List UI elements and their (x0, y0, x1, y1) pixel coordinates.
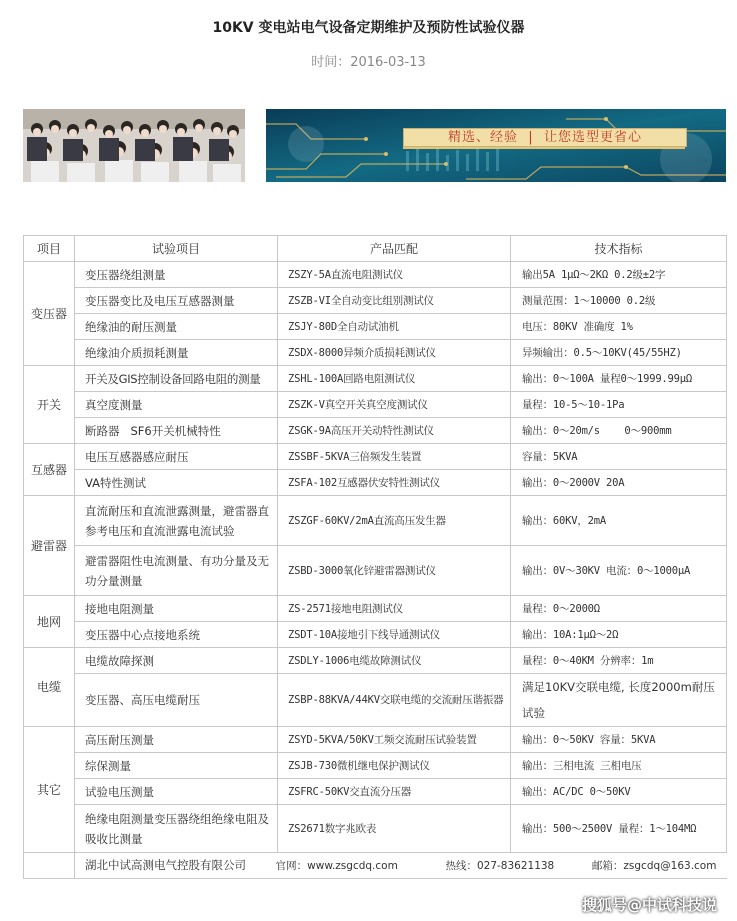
footer-spacer (24, 853, 75, 879)
test-cell: 电压互感器感应耐压 (75, 444, 278, 470)
instrument-table (23, 235, 727, 879)
spec-cell: 输出：500～2500V 量程：1～104MΩ (511, 805, 727, 853)
table-row (24, 392, 727, 418)
product-cell: ZSFA-102互感器伏安特性测试仪 (278, 470, 511, 496)
footer-row (24, 853, 727, 879)
spec-cell: 异频输出：0.5～10KV(45/55HZ) (511, 340, 727, 366)
product-cell: ZSZY-5A直流电阻测试仪 (278, 262, 511, 288)
footer-website[interactable]: 官网：www.zsgcdq.com (275, 860, 398, 872)
test-cell: 真空度测量 (75, 392, 278, 418)
footer-contact (75, 853, 727, 879)
product-cell: ZSFRC-50KV交直流分压器 (278, 779, 511, 805)
category-cell: 其它 (24, 727, 75, 853)
header-category: 项目 (24, 236, 75, 262)
spec-cell: 输出：0～100A 量程0～1999.99μΩ (511, 366, 727, 392)
test-cell: 试验电压测量 (75, 779, 278, 805)
spec-cell: 量程：10-5～10-1Pa (511, 392, 727, 418)
spec-cell: 量程：0～40KM 分辨率：1m (511, 648, 727, 674)
table-row (24, 596, 727, 622)
test-cell: 综保测量 (75, 753, 278, 779)
test-cell: 变压器绕组测量 (75, 262, 278, 288)
category-cell: 变压器 (24, 262, 75, 366)
product-cell: ZS2671数字兆欧表 (278, 805, 511, 853)
spec-cell: 输出：10A:1μΩ～2Ω (511, 622, 727, 648)
header-spec: 技术指标 (511, 236, 727, 262)
table-row (24, 470, 727, 496)
product-cell: ZSYD-5KVA/50KV工频交流耐压试验装置 (278, 727, 511, 753)
watermark (582, 894, 717, 915)
table-row (24, 314, 727, 340)
test-cell: 变压器、高压电缆耐压 (75, 674, 278, 727)
product-cell: ZSZB-VI全自动变比组别测试仪 (278, 288, 511, 314)
category-cell: 避雷器 (24, 496, 75, 596)
spec-cell: 满足10KV交联电缆, 长度2000m耐压试验 (511, 674, 727, 727)
product-cell: ZSJY-80D全自动试油机 (278, 314, 511, 340)
table-row (24, 727, 727, 753)
test-cell: 断路器 SF6开关机械特性 (75, 418, 278, 444)
product-cell: ZSSBF-5KVA三倍频发生装置 (278, 444, 511, 470)
page-title: 10KV 变电站电气设备定期维护及预防性试验仪器 (212, 20, 525, 36)
table-row (24, 496, 727, 546)
table-row (24, 674, 727, 727)
table-row (24, 779, 727, 805)
product-cell: ZSDX-8000异频介质损耗测试仪 (278, 340, 511, 366)
test-cell: 开关及GIS控制设备回路电阻的测量 (75, 366, 278, 392)
table-row (24, 648, 727, 674)
banner-slogan: 精选、经验 | 让您选型更省心 (403, 128, 687, 147)
spec-cell: 输出：0～20m/s 0～900mm (511, 418, 727, 444)
product-cell: ZSDT-10A接地引下线导通测试仪 (278, 622, 511, 648)
table-row (24, 622, 727, 648)
watermark-text: 搜狐号@中试科技说 (582, 896, 718, 914)
product-cell: ZSJB-730微机继电保护测试仪 (278, 753, 511, 779)
spec-cell: 输出：0～2000V 20A (511, 470, 727, 496)
table-row (24, 753, 727, 779)
category-cell: 开关 (24, 366, 75, 444)
table-row (24, 366, 727, 392)
header-test: 试验项目 (75, 236, 278, 262)
category-cell: 地网 (24, 596, 75, 648)
publish-time: 时间：2016-03-13 (311, 55, 426, 70)
test-cell: 避雷器阻性电流测量、有功分量及无功分量测量 (75, 546, 278, 596)
table-row (24, 288, 727, 314)
spec-cell: 输出：60KV，2mA (511, 496, 727, 546)
spec-cell: 输出5A 1μΩ～2KΩ 0.2级±2字 (511, 262, 727, 288)
test-cell: 变压器中心点接地系统 (75, 622, 278, 648)
banner-image (266, 109, 726, 182)
test-cell: 直流耐压和直流泄露测量，避雷器直参考电压和直流泄露电流试验 (75, 496, 278, 546)
footer-email[interactable]: 邮箱：zsgcdq@163.com (591, 860, 717, 872)
spec-cell: 输出：0～50KV 容量：5KVA (511, 727, 727, 753)
product-cell: ZSGK-9A高压开关动特性测试仪 (278, 418, 511, 444)
test-cell: 变压器变比及电压互感器测量 (75, 288, 278, 314)
team-photo (23, 109, 245, 182)
test-cell: 电缆故障探测 (75, 648, 278, 674)
test-cell: 接地电阻测量 (75, 596, 278, 622)
spec-cell: 输出：AC/DC 0～50KV (511, 779, 727, 805)
product-cell: ZSZGF-60KV/2mA直流高压发生器 (278, 496, 511, 546)
spec-cell: 输出：0V～30KV 电流：0～1000μA (511, 546, 727, 596)
test-cell: 高压耐压测量 (75, 727, 278, 753)
test-cell: VA特性测试 (75, 470, 278, 496)
header-product: 产品匹配 (278, 236, 511, 262)
table-row (24, 262, 727, 288)
spec-cell: 容量：5KVA (511, 444, 727, 470)
table-row (24, 805, 727, 853)
footer-company: 湖北中试高测电气控股有限公司 (85, 858, 246, 872)
test-cell: 绝缘电阻测量变压器绕组绝缘电阻及吸收比测量 (75, 805, 278, 853)
spec-cell: 电压：80KV 准确度 1% (511, 314, 727, 340)
product-cell: ZSBD-3000氧化锌避雷器测试仪 (278, 546, 511, 596)
product-cell: ZS-2571接地电阻测试仪 (278, 596, 511, 622)
test-cell: 绝缘油介质损耗测量 (75, 340, 278, 366)
category-cell: 互感器 (24, 444, 75, 496)
table-row (24, 444, 727, 470)
product-cell: ZSDLY-1006电缆故障测试仪 (278, 648, 511, 674)
slogan-underline (403, 147, 685, 149)
category-cell: 电缆 (24, 648, 75, 727)
table-header-row (24, 236, 727, 262)
product-cell: ZSZK-V真空开关真空度测试仪 (278, 392, 511, 418)
spec-cell: 量程：0～2000Ω (511, 596, 727, 622)
spec-cell: 测量范围：1～10000 0.2级 (511, 288, 727, 314)
product-cell: ZSHL-100A回路电阻测试仪 (278, 366, 511, 392)
product-cell: ZSBP-88KVA/44KV交联电缆的交流耐压谐振器 (278, 674, 511, 727)
table-row (24, 340, 727, 366)
table-row (24, 546, 727, 596)
table-row (24, 418, 727, 444)
test-cell: 绝缘油的耐压测量 (75, 314, 278, 340)
footer-hotline: 热线：027-83621138 (445, 860, 555, 872)
spec-cell: 输出：三相电流 三相电压 (511, 753, 727, 779)
